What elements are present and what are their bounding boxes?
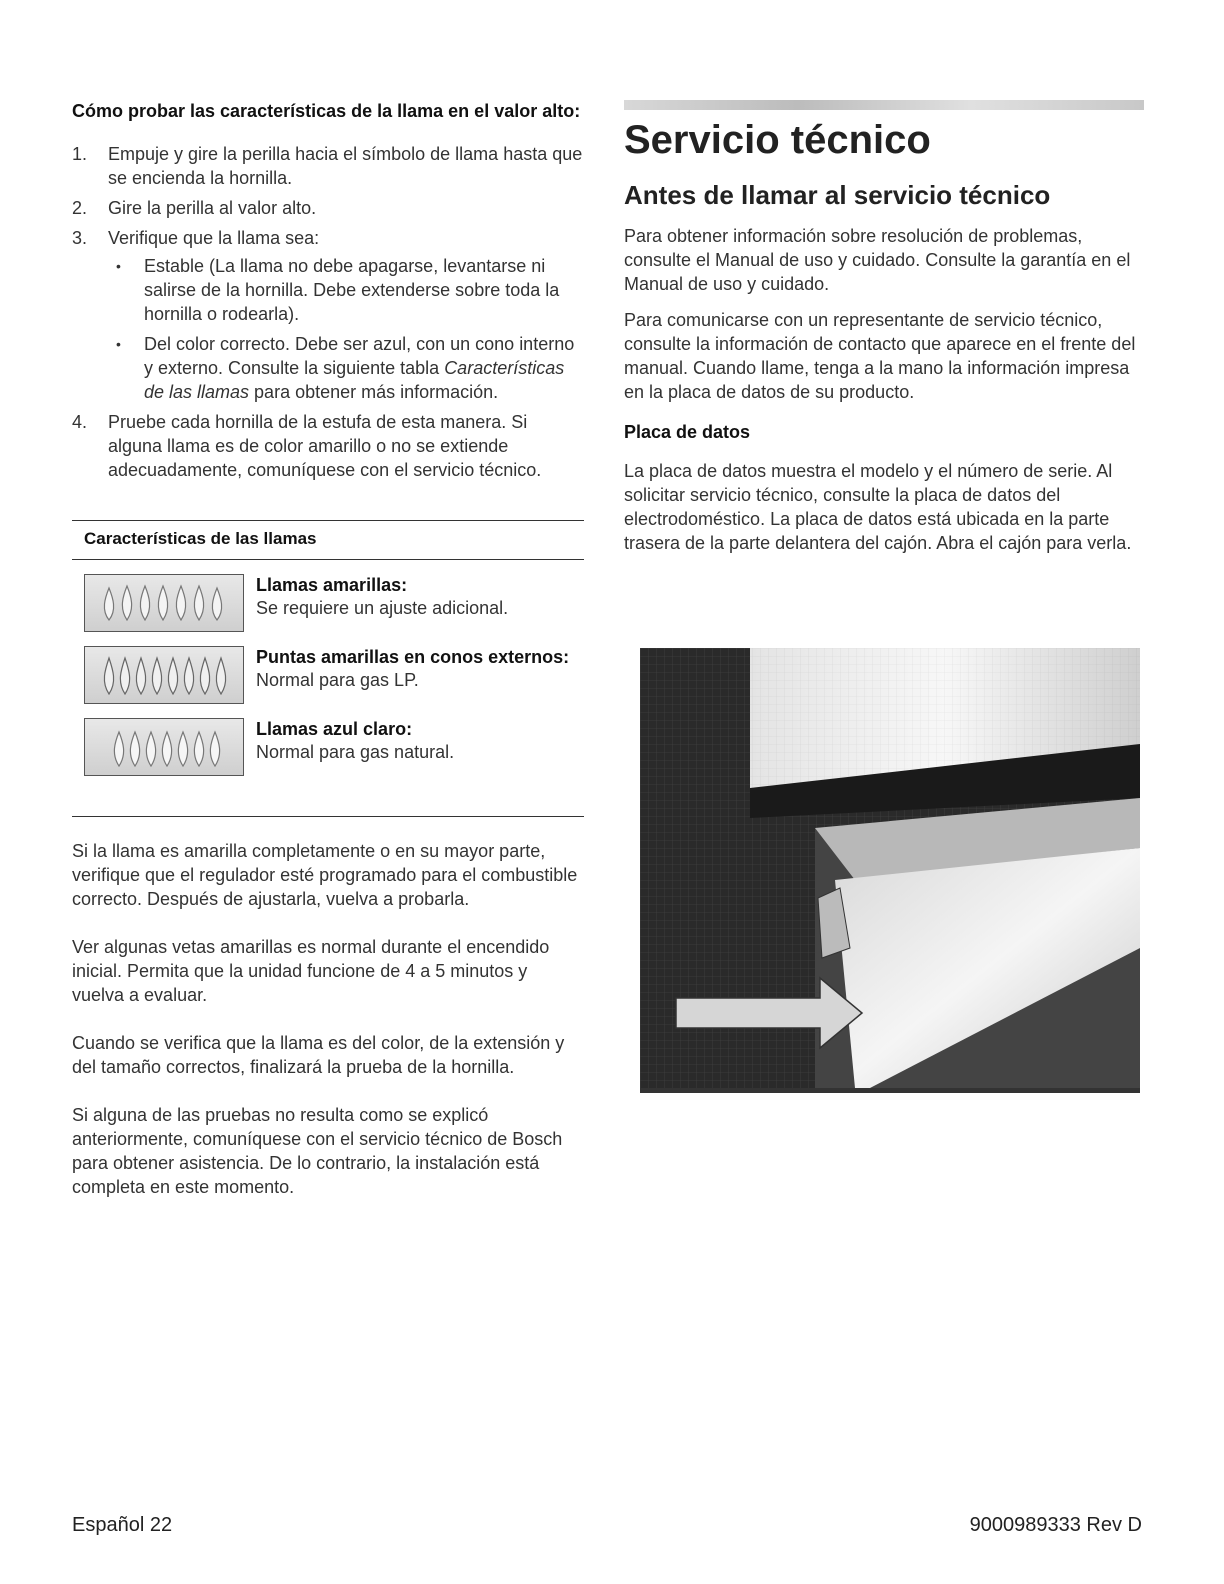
data-plate-heading: Placa de datos xyxy=(624,422,751,442)
bullet-color: • Del color correcto. Debe ser azul, con un cono interno y externo. Consulte la siguiente tabla Características de las llamas para obtener más información. xyxy=(108,332,584,404)
step-3: 3. Verifique que la llama sea: • Estable (La llama no debe apagarse, levantarse ni salirse de la hornilla. Debe extenderse sobre toda la hornilla o rodearla). • Del color correcto. Debe ser azul, con un cono interno y externo. Consulte la siguiente tabla Características de las llamas para obtener más información. xyxy=(72,226,584,404)
drawer-illustration xyxy=(640,648,1140,1093)
table-row xyxy=(84,646,584,704)
table-heading: Características de las llamas xyxy=(72,521,584,560)
bullet-stable: • Estable (La llama no debe apagarse, levantarse ni salirse de la hornilla. Debe extenderse sobre toda la hornilla o rodearla). xyxy=(108,254,584,326)
table-row xyxy=(84,718,584,776)
row-desc: Se requiere un ajuste adicional. xyxy=(256,598,509,618)
section-subtitle: Antes de llamar al servicio técnico xyxy=(624,180,1051,210)
paragraph: Cuando se verifica que la llama es del color, de la extensión y del tamaño correctos, finalizará la prueba de la hornilla. xyxy=(72,1033,565,1077)
steps-list xyxy=(72,142,584,482)
row-desc: Normal para gas natural. xyxy=(256,742,455,762)
step-2: 2. Gire la perilla al valor alto. xyxy=(72,198,317,218)
step-1: 1. Empuje y gire la perilla hacia el símbolo de llama hasta que se encienda la hornilla. xyxy=(72,144,583,188)
right-column xyxy=(624,100,1144,567)
paragraph: Para comunicarse con un representante de servicio técnico, consulte la información de contacto que aparece en el frente del manual. Cuando llame, tenga a la mano la información impresa en la placa de datos de su producto. xyxy=(624,310,1136,402)
paragraph: Ver algunas vetas amarillas es normal durante el encendido inicial. Permita que la unidad funcione de 4 a 5 minutos y vuelva a evaluar. xyxy=(72,937,550,1005)
page-number: Español 22 xyxy=(72,1514,173,1536)
row-title: Puntas amarillas en conos externos: xyxy=(256,647,570,667)
blue-flame-image xyxy=(84,718,244,776)
row-desc: Normal para gas LP. xyxy=(256,670,419,690)
data-plate-paragraph: La placa de datos muestra el modelo y el número de serie. Al solicitar servicio técnico, consulte la placa de datos del electrodoméstico. La placa de datos está ubicada en la parte trasera de la parte delantera del cajón. Abra el cajón para verla. xyxy=(624,461,1132,553)
flame-characteristics-table xyxy=(72,520,584,817)
section-title: Servicio técnico xyxy=(624,118,931,162)
sub-bullets xyxy=(108,254,584,404)
yellow-flame-image xyxy=(84,574,244,632)
section-bar xyxy=(624,100,1144,110)
table-row xyxy=(84,574,584,632)
paragraph: Si alguna de las pruebas no resulta como se explicó anteriormente, comuníquese con el servicio técnico de Bosch para obtener asistencia. De lo contrario, la instalación está completa en este momento. xyxy=(72,1105,563,1197)
flame-test-heading: Cómo probar las características de la llama en el valor alto: xyxy=(72,101,581,121)
row-title: Llamas azul claro: xyxy=(256,719,413,739)
left-column xyxy=(72,100,584,1223)
paragraph: Si la llama es amarilla completamente o en su mayor parte, verifique que el regulador esté programado para el combustible correcto. Después de ajustarla, vuelva a probarla. xyxy=(72,841,578,909)
document-code: 9000989333 Rev D xyxy=(969,1514,1142,1536)
row-title: Llamas amarillas: xyxy=(256,575,408,595)
paragraph: Para obtener información sobre resolución de problemas, consulte el Manual de uso y cuidado. Consulte la garantía en el Manual de uso y cuidado. xyxy=(624,226,1131,294)
yellow-tips-flame-image xyxy=(84,646,244,704)
step-4: 4. Pruebe cada hornilla de la estufa de esta manera. Si alguna llama es de color amarillo o no se extiende adecuadamente, comuníquese con el servicio técnico. xyxy=(72,412,542,480)
